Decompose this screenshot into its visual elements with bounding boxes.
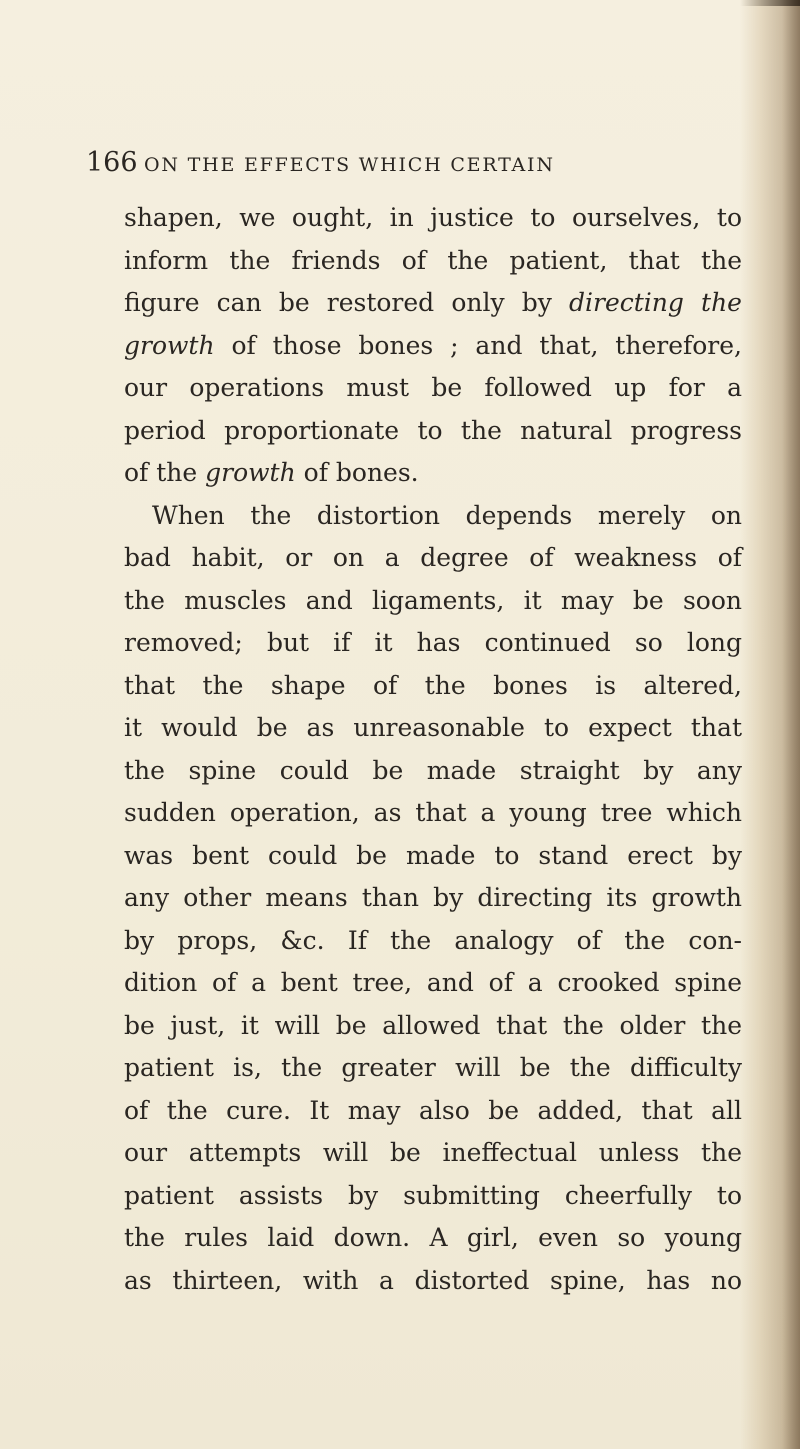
text-line: shapen, we ought, in justice to ourselves, to — [124, 203, 742, 232]
running-head — [86, 145, 726, 185]
text-line: any other means than by directing its growth — [124, 883, 742, 912]
text-line: When the distortion depends merely on — [152, 500, 742, 530]
text-line: the rules laid down. A girl, even so young — [124, 1223, 742, 1252]
text-line: the spine could be made straight by any — [124, 755, 742, 785]
text-line: figure can be restored only by directing the — [124, 288, 742, 317]
text-line: removed; but if it has continued so long — [124, 628, 742, 657]
text-line: of the cure. It may also be added, that all — [124, 1095, 742, 1125]
text-line: that the shape of the bones is altered, — [124, 670, 742, 700]
running-head-title: ON THE EFFECTS WHICH CERTAIN — [144, 154, 555, 176]
text-line: it would be as unreasonable to expect that — [124, 713, 742, 742]
body-text — [124, 197, 742, 1302]
page-edge-shadow — [782, 0, 800, 1449]
text-line: was bent could be made to stand erect by — [124, 840, 742, 870]
page-corner-mark — [740, 0, 800, 6]
text-line: as thirteen, with a distorted spine, has no — [124, 1265, 742, 1295]
text-line: patient is, the greater will be the difficulty — [124, 1053, 742, 1082]
text-line: patient assists by submitting cheerfully to — [124, 1180, 742, 1210]
text-line: of the growth of bones. — [124, 458, 419, 487]
text-line: dition of a bent tree, and of a crooked spine — [124, 968, 742, 997]
text-line: by props, &c. If the analogy of the con- — [124, 925, 742, 955]
text-line: inform the friends of the patient, that the — [124, 245, 742, 275]
text-line: our attempts will be ineffectual unless the — [124, 1138, 742, 1167]
text-line: our operations must be followed up for a — [124, 373, 742, 402]
text-line: period proportionate to the natural progress — [124, 415, 742, 445]
text-line: bad habit, or on a degree of weakness of — [124, 543, 742, 572]
text-line: the muscles and ligaments, it may be soon — [124, 585, 742, 615]
text-line: growth of those bones ; and that, therefore, — [124, 330, 742, 360]
text-line: sudden operation, as that a young tree which — [124, 798, 742, 827]
text-line: be just, it will be allowed that the older the — [124, 1010, 742, 1040]
page-number: 166 — [86, 147, 138, 178]
